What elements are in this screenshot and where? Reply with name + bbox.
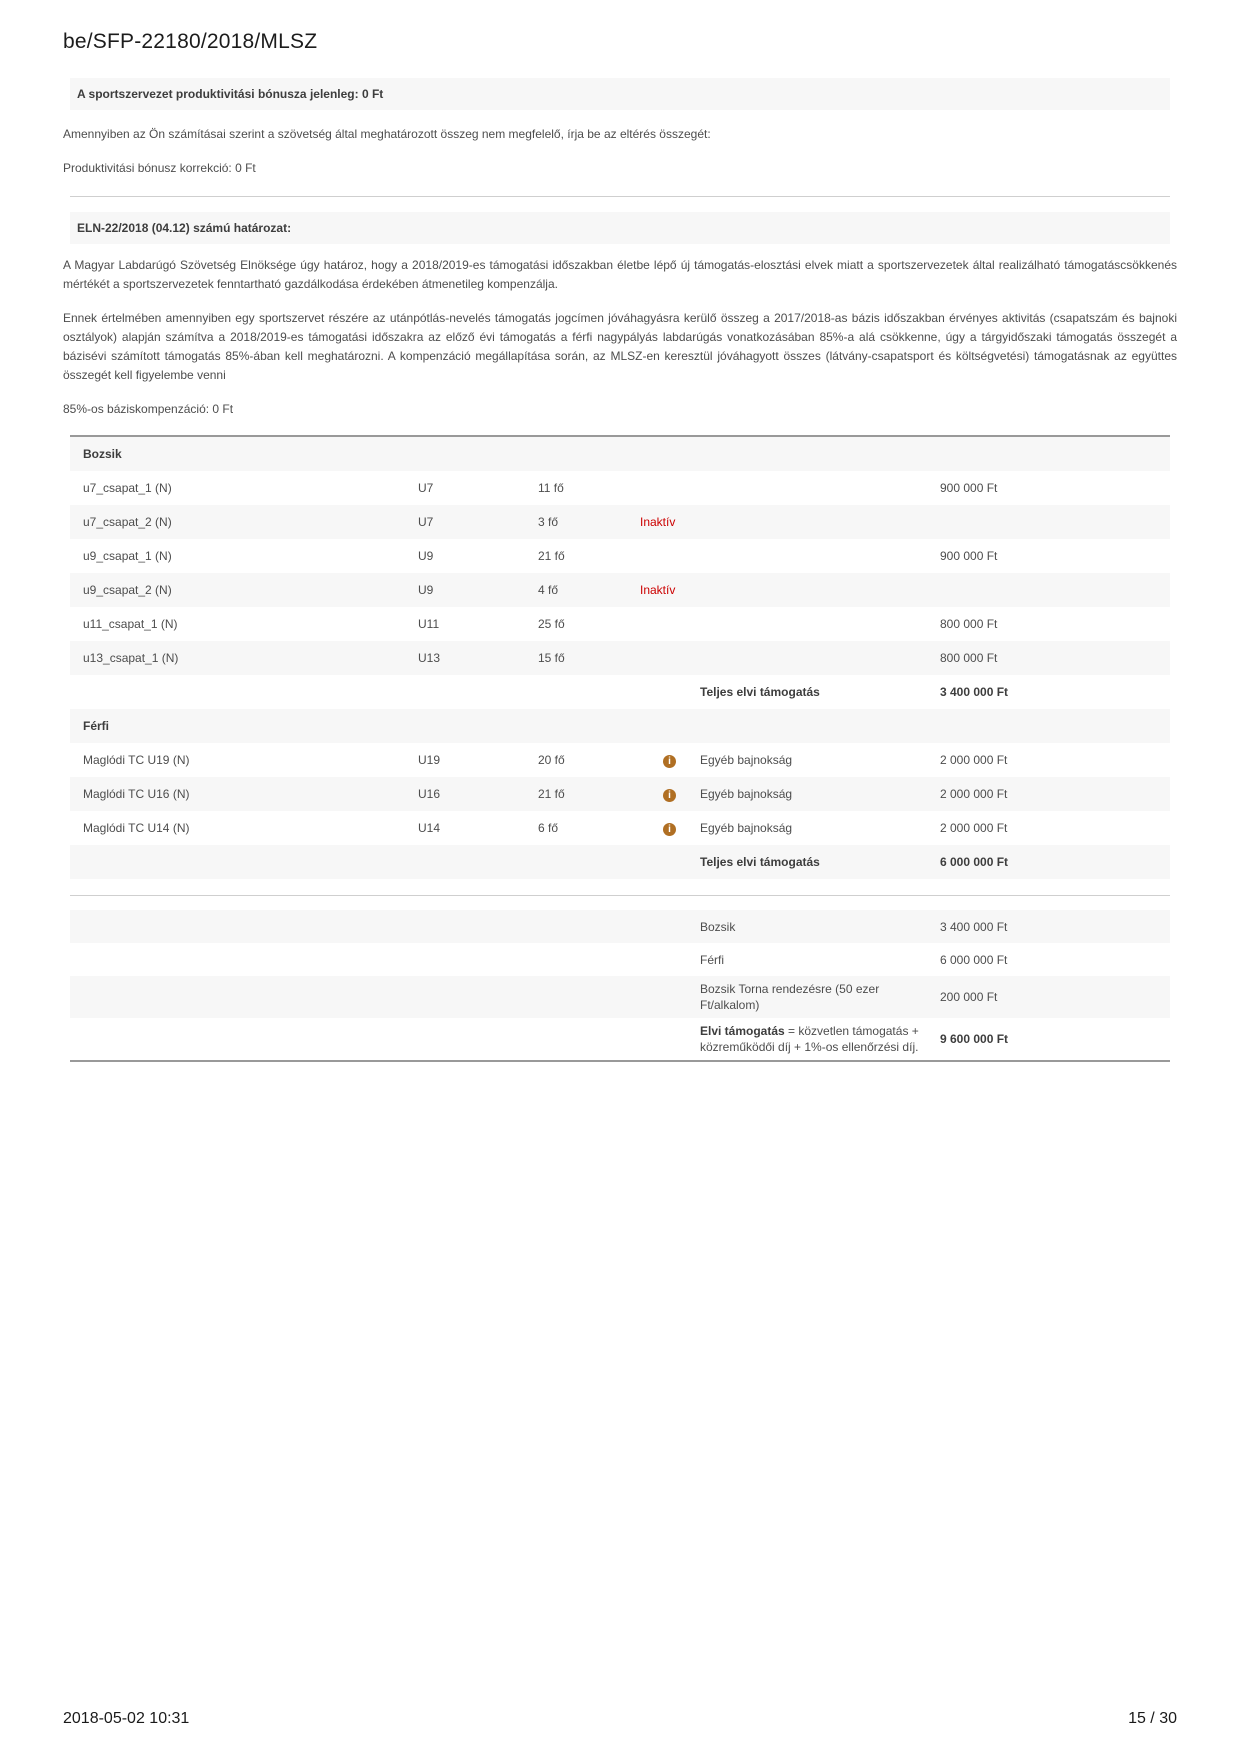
summary-label: Bozsik Torna rendezésre (50 ezer Ft/alkalom) <box>700 982 880 1012</box>
info-icon: i <box>663 789 676 802</box>
age-group: U7 <box>418 481 434 495</box>
summary-amount: 3 400 000 Ft <box>940 919 1008 934</box>
summary-amount: 6 000 000 Ft <box>940 952 1008 967</box>
age-group: U16 <box>418 787 441 801</box>
info-icon: i <box>663 755 676 768</box>
summary-label: Bozsik <box>700 919 736 934</box>
total-label: Teljes elvi támogatás <box>700 855 820 869</box>
total-label: Teljes elvi támogatás <box>700 685 820 699</box>
status-cell <box>638 514 700 530</box>
productivity-correction: Produktivitási bónusz korrekció: 0 Ft <box>63 161 256 175</box>
summary-amount: 9 600 000 Ft <box>940 1032 1009 1046</box>
player-count: 25 fő <box>538 617 565 631</box>
league-name: Egyéb bajnokság <box>700 821 793 835</box>
player-count: 20 fő <box>538 753 565 767</box>
summary-row <box>70 1018 1170 1060</box>
summary-table <box>70 910 1170 1062</box>
decision-paragraph-2: Ennek értelmében amennyiben egy sportszervet részére az utánpótlás-nevelés támogatás jogcímen jóváhagyásra kerülő összeg a 2017/2018-as bázis időszakban érvényes aktivitás (csapatszám és bajnoki osztályok) alapján számítva a 2018/2019-es támogatási időszakra az előző évi támogatás a férfi nagypályás labdarúgás vonatkozásában 85%-a alá csökkenne, úgy a tárgyidőszaki támogatás összegét a bázisévi számított támogatás 85%-ában kell meghatározni. A kompenzáció megállapítása során, az MLSZ-en keresztül jóváhagyott összes (látvány-csapatsport és költségvetési) támogatásnak az együttes összegét kell figyelembe venni <box>63 311 1177 382</box>
amount: 800 000 Ft <box>940 651 998 665</box>
section-header-row <box>70 437 1170 471</box>
section-title: Férfi <box>83 719 110 733</box>
productivity-note: Amennyiben az Ön számításai szerint a szövetség által meghatározott összeg nem megfelelő, írja be az eltérés összegét: <box>63 127 711 141</box>
player-count: 21 fő <box>538 787 565 801</box>
base-compensation-text: 85%-os báziskompenzáció: 0 Ft <box>63 402 234 416</box>
summary-label-bold: Elvi támogatás <box>700 1024 785 1038</box>
player-count: 15 fő <box>538 651 565 665</box>
league-name: Egyéb bajnokság <box>700 787 793 801</box>
age-group: U14 <box>418 821 441 835</box>
player-count: 4 fő <box>538 583 559 597</box>
footer-page-number: 15 / 30 <box>1128 1710 1177 1727</box>
summary-label: Férfi <box>700 952 724 967</box>
info-icon: i <box>663 823 676 836</box>
summary-amount: 200 000 Ft <box>940 990 998 1004</box>
summary-label-rest: = közvetlen támogatás + közreműködői díj + 1%-os ellenőrzési díj. <box>700 1024 919 1054</box>
page-title: be/SFP-22180/2018/MLSZ <box>63 30 318 53</box>
team-row <box>70 607 1170 641</box>
team-name: u7_csapat_1 (N) <box>83 481 172 495</box>
status-cell <box>638 582 700 598</box>
player-count: 6 fő <box>538 821 559 835</box>
team-name: u13_csapat_1 (N) <box>83 651 179 665</box>
decision-banner: ELN-22/2018 (04.12) számú határozat: <box>70 212 1170 244</box>
age-group: U19 <box>418 753 441 767</box>
amount: 2 000 000 Ft <box>940 753 1008 767</box>
age-group: U9 <box>418 583 434 597</box>
amount: 900 000 Ft <box>940 549 998 563</box>
player-count: 11 fő <box>538 481 564 495</box>
status-cell <box>638 820 700 836</box>
summary-row <box>70 943 1170 976</box>
age-group: U7 <box>418 515 434 529</box>
inactive-status: Inaktív <box>640 515 676 529</box>
team-name: u7_csapat_2 (N) <box>83 515 172 529</box>
status-cell <box>638 752 700 768</box>
amount: 900 000 Ft <box>940 481 998 495</box>
amount: 2 000 000 Ft <box>940 787 1008 801</box>
summary-label <box>700 1023 940 1055</box>
amount: 800 000 Ft <box>940 617 998 631</box>
footer <box>63 1710 1177 1728</box>
status-cell <box>638 786 700 802</box>
team-row <box>70 471 1170 505</box>
team-name: u9_csapat_1 (N) <box>83 549 172 563</box>
age-group: U11 <box>418 617 440 631</box>
team-row <box>70 573 1170 607</box>
teams-table <box>70 435 1170 879</box>
team-name: Maglódi TC U14 (N) <box>83 821 190 835</box>
table-divider <box>70 895 1170 896</box>
summary-row <box>70 910 1170 943</box>
total-row <box>70 845 1170 879</box>
summary-row <box>70 976 1170 1018</box>
section-header-row <box>70 709 1170 743</box>
total-amount: 3 400 000 Ft <box>940 685 1009 699</box>
total-amount: 6 000 000 Ft <box>940 855 1009 869</box>
player-count: 3 fő <box>538 515 559 529</box>
team-row <box>70 777 1170 811</box>
inactive-status: Inaktív <box>640 583 676 597</box>
player-count: 21 fő <box>538 549 565 563</box>
decision-paragraph-1: A Magyar Labdarúgó Szövetség Elnöksége úgy határoz, hogy a 2018/2019-es támogatási időszakban életbe lépő új támogatás-elosztási elvek miatt a sportszervezetek által realizálható támogatáscsökkenés mértékét a sportszervezetek fenntartható gazdálkodása érdekében átmenetileg kompenzálja. <box>63 258 1177 291</box>
age-group: U13 <box>418 651 441 665</box>
team-name: Maglódi TC U16 (N) <box>83 787 190 801</box>
team-row <box>70 743 1170 777</box>
section-title: Bozsik <box>83 447 122 461</box>
team-name: u11_csapat_1 (N) <box>83 617 178 631</box>
team-name: u9_csapat_2 (N) <box>83 583 172 597</box>
team-row <box>70 505 1170 539</box>
team-row <box>70 539 1170 573</box>
team-name: Maglódi TC U19 (N) <box>83 753 190 767</box>
section-divider <box>70 196 1170 197</box>
footer-datetime: 2018-05-02 10:31 <box>63 1710 190 1727</box>
total-row <box>70 675 1170 709</box>
team-row <box>70 641 1170 675</box>
productivity-bonus-banner: A sportszervezet produktivitási bónusza jelenleg: 0 Ft <box>70 78 1170 110</box>
amount: 2 000 000 Ft <box>940 821 1008 835</box>
league-name: Egyéb bajnokság <box>700 753 793 767</box>
team-row <box>70 811 1170 845</box>
age-group: U9 <box>418 549 434 563</box>
